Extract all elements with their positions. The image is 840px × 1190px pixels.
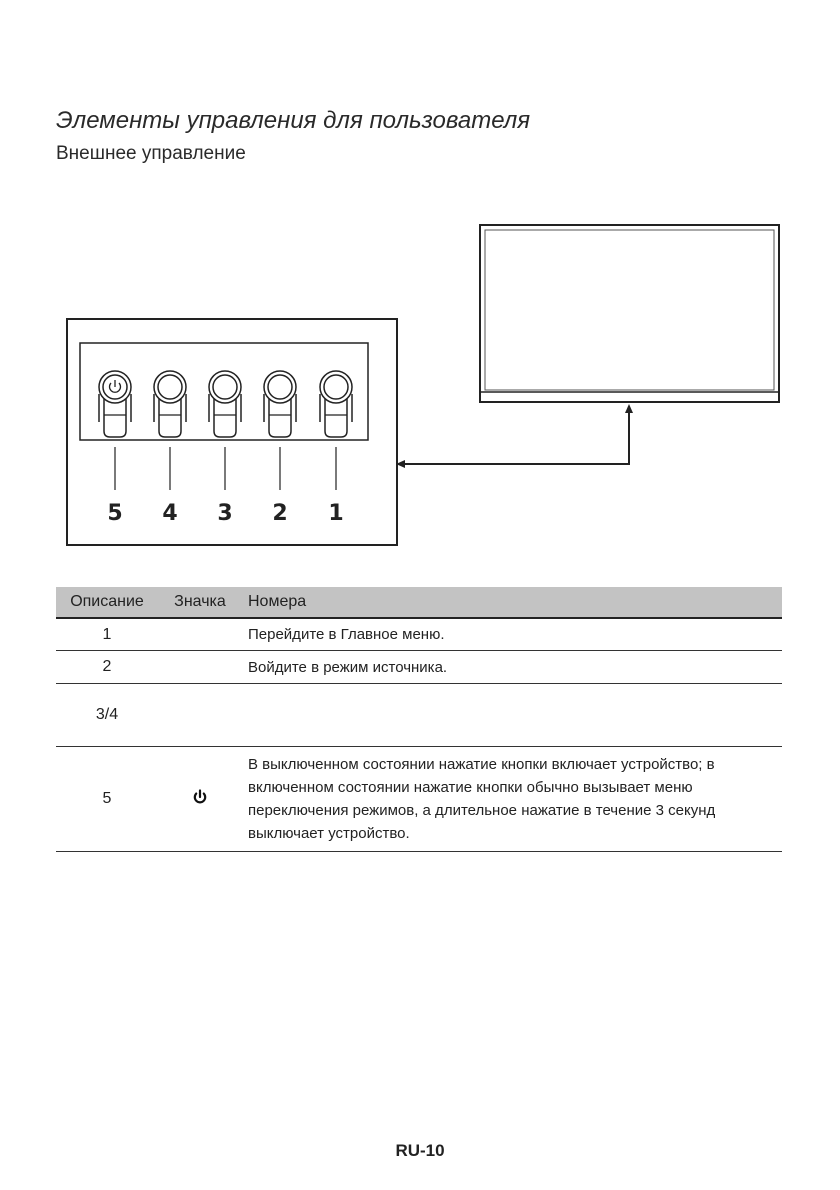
button-label-5: 5	[107, 501, 123, 526]
controls-diagram	[0, 0, 840, 560]
table-row	[56, 618, 782, 651]
page-title: Элементы управления для пользователя	[56, 107, 531, 134]
row-icon	[158, 651, 242, 684]
row-number: 3/4	[56, 684, 158, 747]
monitor-illustration	[480, 225, 779, 402]
row-number: 1	[56, 618, 158, 651]
table-row	[56, 684, 782, 747]
row-icon	[158, 684, 242, 747]
row-number: 2	[56, 651, 158, 684]
button-label-2: 2	[272, 501, 288, 526]
panel-button-3	[209, 371, 241, 437]
panel-button-1	[320, 371, 352, 437]
arrow-head-up	[625, 404, 633, 413]
row-text	[242, 684, 782, 747]
col-description: Описание	[56, 587, 158, 618]
connector-arrow	[402, 412, 629, 464]
row-text: Перейдите в Главное меню.	[242, 618, 782, 651]
row-text: Войдите в режим источника.	[242, 651, 782, 684]
page-subtitle: Внешнее управление	[56, 143, 246, 164]
table-row	[56, 747, 782, 852]
row-icon	[158, 618, 242, 651]
col-icon: Значка	[158, 587, 242, 618]
button-label-1: 1	[328, 501, 344, 526]
power-icon	[192, 789, 208, 805]
row-icon	[158, 747, 242, 852]
button-label-4: 4	[162, 501, 178, 526]
button-label-3: 3	[217, 501, 233, 526]
controls-table	[56, 587, 782, 852]
col-number: Номера	[242, 587, 782, 618]
panel-button-2	[264, 371, 296, 437]
page-number: RU-10	[395, 1141, 445, 1160]
table-header-row	[56, 587, 782, 618]
panel-button-power	[99, 371, 131, 437]
table-row	[56, 651, 782, 684]
row-text: В выключенном состоянии нажатие кнопки включает устройство; в включенном состоянии нажатие кнопки обычно вызывает меню переключения режимов, а длительное нажатие в течение 3 секунд выключает устройство.	[242, 747, 782, 852]
row-number: 5	[56, 747, 158, 852]
panel-button-4	[154, 371, 186, 437]
